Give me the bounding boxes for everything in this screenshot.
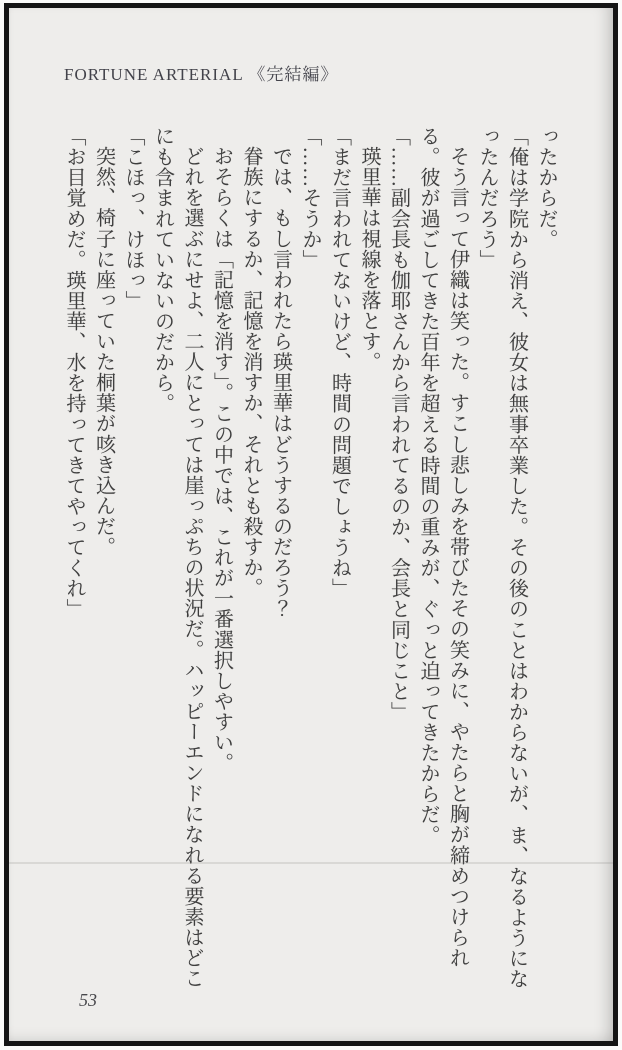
paragraph: 瑛里華は視線を落とす。 bbox=[358, 146, 380, 373]
paragraph: では、もし言われたら瑛里華はどうするのだろう？ bbox=[269, 146, 292, 619]
paragraph: そう言って伊織は笑った。すこし悲しみを帯びたその笑みに、やたらと胸が締めつけられる。彼が過ごしてきた百年を超える時間の重みが、ぐっと迫ってきたからだ。 bbox=[417, 126, 469, 968]
paragraph: 「お目覚めだ。瑛里華、水を持ってきてやってくれ」 bbox=[63, 126, 85, 620]
paragraph: 「こほっ、けほっ」 bbox=[122, 126, 144, 311]
paragraph: 眷族にするか、記憶を消すか、それとも殺すか。 bbox=[240, 146, 262, 599]
paragraph: 「俺は学院から消え、彼女は無事卒業した。その後のことはわからないが、ま、なるようになったんだろう」 bbox=[476, 126, 528, 990]
paragraph: どれを選ぶにせよ、二人にとっては崖っぷちの状況だ。ハッピーエンドになれる要素はどこにも含まれていないのだから。 bbox=[151, 126, 203, 989]
page-number: 53 bbox=[79, 990, 97, 1010]
scan-artifact-line bbox=[9, 862, 613, 864]
text-block bbox=[58, 126, 560, 1006]
paragraph: ったからだ。 bbox=[535, 126, 557, 250]
paragraph: 「……そうか」 bbox=[299, 126, 321, 270]
paragraph: 「まだ言われてないけど、時間の問題でしょうね」 bbox=[328, 126, 351, 599]
paragraph: おそらくは「記憶を消す」。この中では、これが一番選択しやすい。 bbox=[210, 146, 233, 774]
running-header: FORTUNE ARTERIAL 《完結編》 bbox=[64, 65, 339, 84]
paragraph: 突然、椅子に座っていた桐葉が咳き込んだ。 bbox=[92, 146, 115, 557]
paragraph: 「……副会長も伽耶さんから言われてるのか、会長と同じこと」 bbox=[387, 126, 410, 722]
paper bbox=[4, 3, 618, 1046]
